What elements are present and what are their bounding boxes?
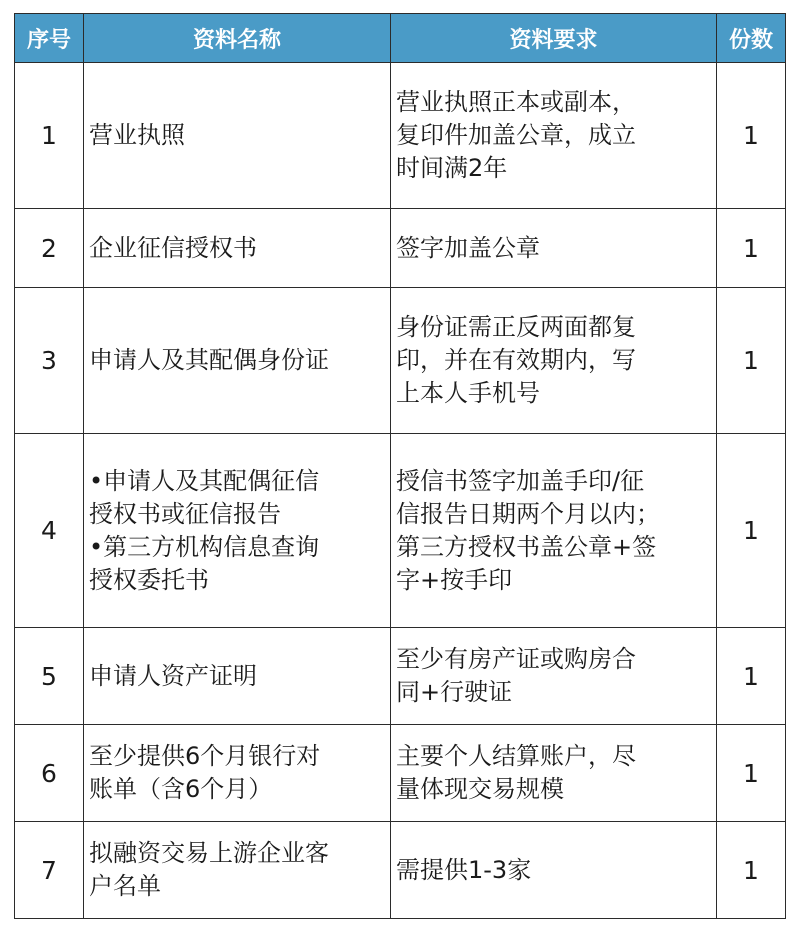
material-requirement-line: 授信书签字加盖手印/征	[396, 466, 645, 495]
material-name-cell	[84, 822, 391, 919]
table-row	[15, 288, 786, 434]
material-requirement-line: 需提供1-3家	[396, 855, 532, 884]
material-name-line: 营业执照	[89, 121, 185, 149]
material-requirement-line: 第三方授权书盖公章+签	[396, 532, 657, 561]
material-name-cell	[84, 63, 391, 209]
copies-count: 1	[717, 209, 786, 288]
table-body	[15, 63, 786, 919]
material-requirement-cell	[391, 822, 717, 919]
material-requirement-cell	[391, 63, 717, 209]
material-requirement-line: 时间满2年	[396, 154, 508, 182]
material-name-line: •申请人及其配偶征信	[89, 466, 320, 495]
copies-count: 1	[717, 63, 786, 209]
copies-count: 1	[717, 288, 786, 434]
material-requirement-cell	[391, 288, 717, 434]
table-row	[15, 822, 786, 919]
material-requirement-line: 印，并在有效期内，写	[396, 346, 636, 374]
material-requirement-line: 至少有房产证或购房合	[396, 645, 636, 673]
row-number: 6	[15, 725, 84, 822]
material-name-line: 授权委托书	[89, 565, 209, 594]
table-row	[15, 63, 786, 209]
row-number: 7	[15, 822, 84, 919]
material-requirement-line: 量体现交易规模	[396, 775, 564, 803]
table-header-row	[15, 14, 786, 63]
table-row	[15, 628, 786, 725]
material-requirement-line: 签字加盖公章	[396, 233, 540, 262]
material-requirement-line: 上本人手机号	[396, 379, 540, 407]
material-requirement-cell	[391, 725, 717, 822]
material-requirement-line: 营业执照正本或副本，	[396, 88, 636, 116]
copies-count: 1	[717, 628, 786, 725]
materials-table-wrapper	[14, 13, 785, 919]
header-no: 序号	[15, 14, 84, 63]
material-requirement-line: 主要个人结算账户，尽	[396, 742, 636, 770]
material-requirement-line: 复印件加盖公章，成立	[396, 121, 636, 149]
material-requirement-cell	[391, 434, 717, 628]
material-requirement-line: 信报告日期两个月以内；	[396, 499, 660, 528]
row-number: 3	[15, 288, 84, 434]
material-requirement-line: 身份证需正反两面都复	[396, 313, 636, 341]
header-requirement: 资料要求	[391, 14, 717, 63]
material-name-cell	[84, 288, 391, 434]
material-name-line: •第三方机构信息查询	[89, 532, 320, 561]
material-requirement-line: 字+按手印	[396, 565, 513, 594]
table-row	[15, 209, 786, 288]
material-name-line: 申请人及其配偶身份证	[89, 346, 329, 374]
material-name-line: 账单（含6个月）	[89, 775, 273, 803]
table-row	[15, 434, 786, 628]
material-name-line: 授权书或征信报告	[89, 499, 281, 528]
materials-table	[14, 13, 786, 919]
material-name-line: 户名单	[89, 872, 161, 900]
material-name-line: 至少提供6个月银行对	[89, 742, 321, 770]
table-row	[15, 725, 786, 822]
material-name-cell	[84, 725, 391, 822]
material-requirement-cell	[391, 628, 717, 725]
material-name-cell	[84, 209, 391, 288]
material-name-line: 拟融资交易上游企业客	[89, 839, 329, 867]
header-copies: 份数	[717, 14, 786, 63]
header-name: 资料名称	[84, 14, 391, 63]
material-name-cell	[84, 434, 391, 628]
copies-count: 1	[717, 725, 786, 822]
copies-count: 1	[717, 434, 786, 628]
material-name-cell	[84, 628, 391, 725]
row-number: 5	[15, 628, 84, 725]
material-name-line: 申请人资产证明	[89, 661, 257, 690]
copies-count: 1	[717, 822, 786, 919]
material-requirement-line: 同+行驶证	[396, 678, 513, 706]
material-requirement-cell	[391, 209, 717, 288]
row-number: 2	[15, 209, 84, 288]
row-number: 1	[15, 63, 84, 209]
material-name-line: 企业征信授权书	[89, 233, 257, 262]
row-number: 4	[15, 434, 84, 628]
